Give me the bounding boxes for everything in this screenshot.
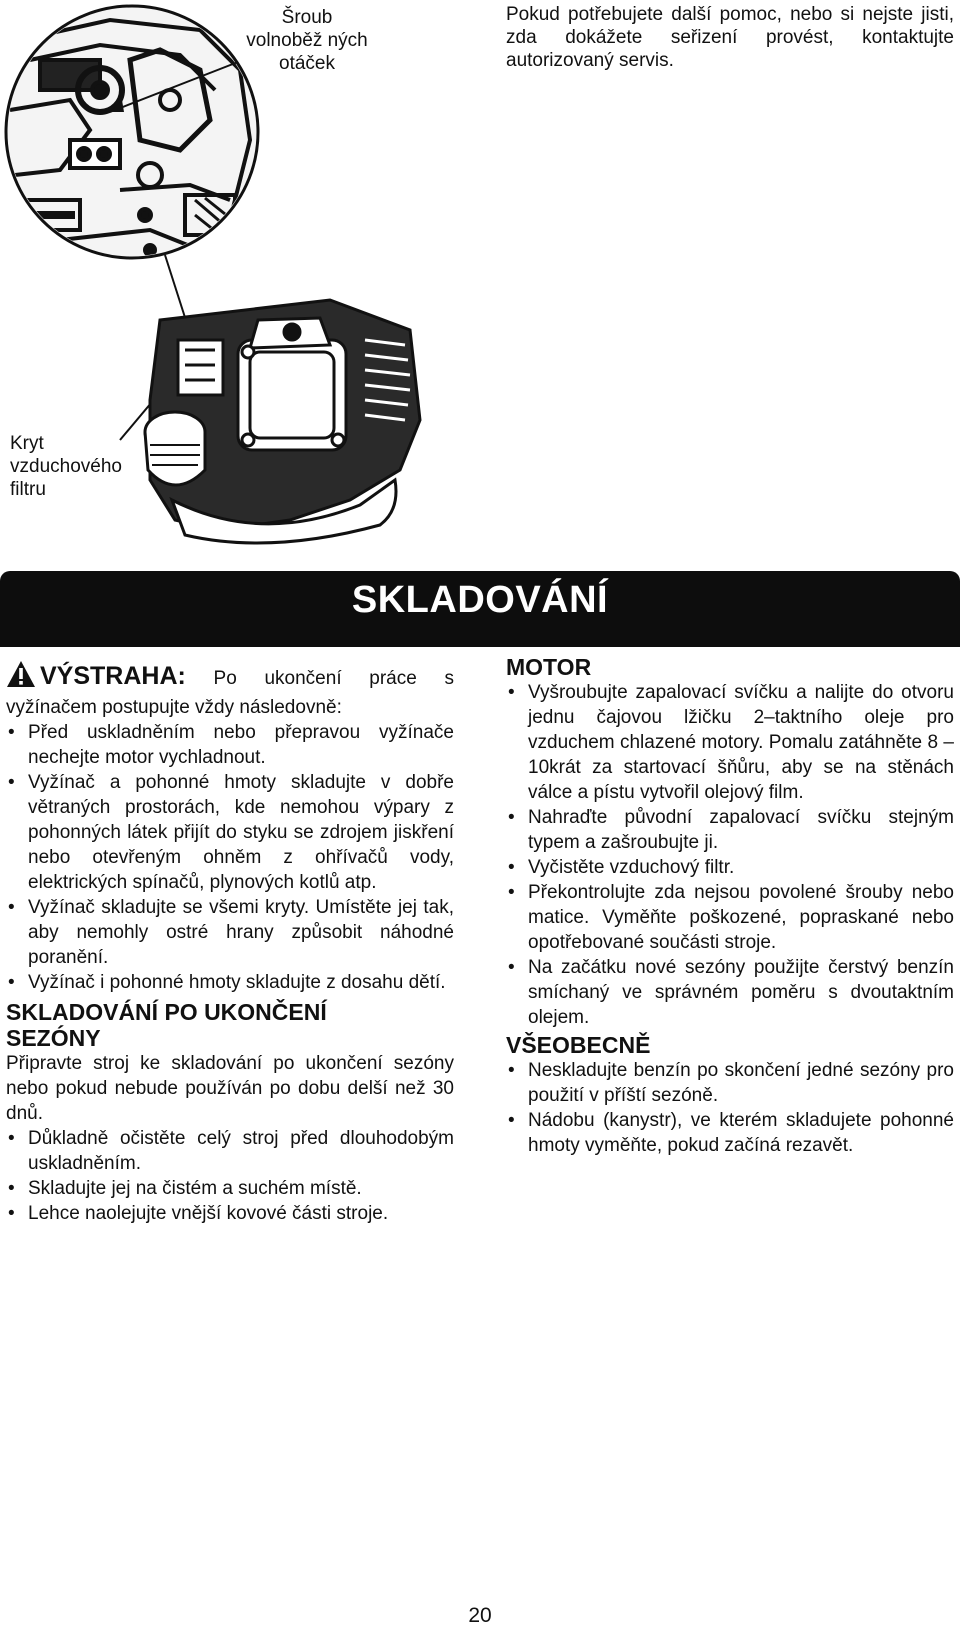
general-heading: VŠEOBECNĚ — [506, 1032, 651, 1058]
list-item: • Důkladně očistěte celý stroj před dlouhodobým uskladněním. — [6, 1126, 454, 1176]
motor-list — [506, 680, 954, 1030]
season-intro: Připravte stroj ke skladování po ukončení sezóny nebo pokud nebude používán po dobu delší než 30 dnů. — [6, 1053, 454, 1124]
section-banner — [0, 571, 960, 647]
list-item: • Vyžínač i pohonné hmoty skladujte z dosahu dětí. — [6, 970, 454, 995]
list-item: • Neskladujte benzín po skončení jedné sezóny pro použití v příští sezóně. — [506, 1058, 954, 1108]
season-list — [6, 1126, 454, 1226]
list-item: • Skladujte jej na čistém a suchém místě. — [6, 1176, 454, 1201]
left-column — [6, 660, 454, 1226]
season-heading: SKLADOVÁNÍ PO UKONČENÍ SEZÓNY — [6, 999, 327, 1051]
label-idle-screw: Šroub volnoběž ných otáček — [246, 7, 368, 74]
list-item: • Před uskladněním nebo přepravou vyžínače nechejte motor vychladnout. — [6, 720, 454, 770]
list-item: • Na začátku nové sezóny použijte čerstvý benzín smíchaný ve správném poměru s dvoutaktním olejem. — [506, 955, 954, 1030]
list-item: • Vyžínač a pohonné hmoty skladujte v dobře větraných prostorách, kde nemohou výpary z pohonných látek přijít do styku se zdrojem jiskření nebo otevřeným ohněm z ohřívačů vody, elektrických spínačů, plynových kotlů atp. — [6, 770, 454, 895]
warning-heading: VÝSTRAHA: — [40, 662, 186, 690]
warning-block — [6, 660, 454, 720]
list-item: • Nádobu (kanystr), ve kterém skladujete pohonné hmoty vyměňte, pokud začíná rezavět. — [506, 1108, 954, 1158]
help-note: Pokud potřebujete další pomoc, nebo si nejste jisti, zda dokážete seřizení provést, kontaktujte autorizovaný servis. — [506, 4, 954, 71]
warning-intro: Po ukončení práce s vyžínačem postupujte vždy následovně: — [6, 668, 455, 718]
banner-title: SKLADOVÁNÍ — [351, 579, 609, 621]
right-column — [506, 654, 954, 1158]
list-item: • Vyčistěte vzduchový filtr. — [506, 855, 954, 880]
general-list — [506, 1058, 954, 1158]
warning-triangle-icon — [6, 660, 36, 695]
list-item: • Lehce naolejujte vnější kovové části stroje. — [6, 1201, 454, 1226]
list-item: • Překontrolujte zda nejsou povolené šrouby nebo matice. Vyměňte poškozené, popraskané nebo opotřebované součásti stroje. — [506, 880, 954, 955]
list-item: • Vyšroubujte zapalovací svíčku a nalijte do otvoru jednu čajovou lžičku 2–taktního oleje pro vzduchem chlazené motory. Pomalu zatáhněte 8 – 10krát za startovací šňůru, aby se na stěnách válce a pístu vytvořil olejový film. — [506, 680, 954, 805]
page-number: 20 — [468, 1604, 492, 1627]
label-air-filter-cover: Kryt vzduchového filtru — [10, 433, 122, 500]
warning-list — [6, 720, 454, 995]
magnified-detail — [6, 6, 258, 258]
list-item: • Vyžínač skladujte se všemi kryty. Umístěte jej tak, aby nemohly ostré hrany způsobit náhodné poranění. — [6, 895, 454, 970]
motor-heading: MOTOR — [506, 654, 592, 680]
list-item: • Nahraďte původní zapalovací svíčku stejným typem a zašroubujte ji. — [506, 805, 954, 855]
